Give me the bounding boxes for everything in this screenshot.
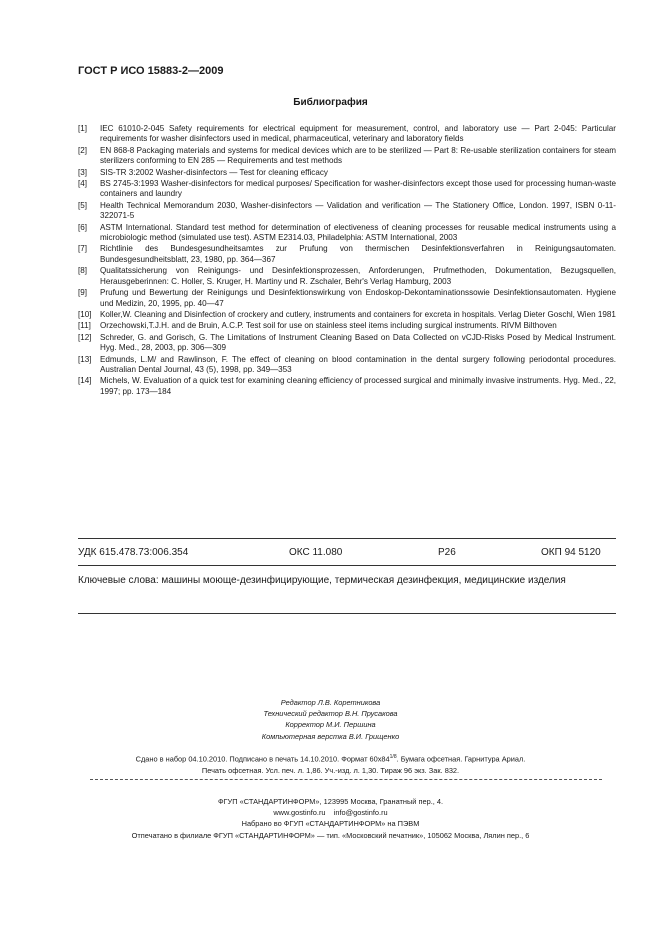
reference-list — [78, 124, 616, 398]
corrector-line: Корректор М.И. Першина — [285, 720, 376, 730]
okp-code: ОКП 94 5120 — [541, 547, 601, 558]
bibliography-title: Библиография — [293, 97, 368, 108]
editor-line: Редактор Л.В. Коретникова — [280, 698, 381, 707]
credits-block — [0, 697, 661, 742]
reference-text: EN 868-8 Packaging materials and systems for medical devices which are to be sterilized — Part 8: Re-usable sterilization containers for steam sterilizers conforming to EN 285 — Requirements and test methods — [100, 145, 616, 166]
reference-number: [6] — [78, 222, 87, 232]
layout-line: Компьютерная верстка В.И. Грищенко — [261, 731, 400, 741]
reference-number: [10] — [78, 309, 92, 319]
reference-item — [78, 310, 616, 320]
reference-text: Qualitatssicherung von Reinigungs- und Desinfektionsprozessen, Anforderungen, Prufmethoden, Dokumentation, Bezugsquellen, Herausgeberinnen: C. Holler, S. Kruger, H. Martiny und R. Zschaler, Behr's Verlag Hamburg, 2003 — [100, 266, 616, 286]
reference-item — [78, 201, 616, 222]
reference-item — [78, 179, 616, 200]
reference-item — [78, 168, 616, 178]
reference-item — [78, 266, 616, 287]
reference-text: Michels, W. Evaluation of a quick test for examining cleaning efficiency of processed surgical and minimally invasive instruments. Hyg. Med., 22, 1997; pp. 173—184 — [100, 376, 616, 396]
publisher-line4: Отпечатано в филиале ФГУП «СТАНДАРТИНФОРМ» — тип. «Московский печатник», 105062 Москва, Лялин пер., 6 — [131, 830, 530, 840]
print-info-line1 — [0, 752, 661, 765]
reference-text: BS 2745-3:1993 Washer-disinfectors for medical purposes/ Specification for washer-disinfectors except those used for processing human-waste containers and laundry — [100, 179, 616, 199]
reference-item — [78, 146, 616, 167]
reference-item — [78, 223, 616, 244]
format-fraction: 1/8 — [389, 754, 397, 760]
reference-text: Koller,W. Cleaning and Disinfection of crockery and cutlery, instruments and containers for excreta in hospitals. Verlag Dieter Goschl, Wien 1981 — [100, 309, 616, 319]
publisher-line3: Набрано во ФГУП «СТАНДАРТИНФОРМ» на ПЭВМ — [241, 819, 420, 829]
reference-number: [7] — [78, 244, 87, 254]
print-info — [0, 752, 661, 776]
reference-text: Prufung und Bewertung der Reinigungs und Desinfektionswirkung von Endoskop-Dekontaminationssowie Desinfektionsautomaten. Hygiene und Medizin, 20, 1995, pp. 40—47 — [100, 288, 616, 308]
publisher-line1: ФГУП «СТАНДАРТИНФОРМ», 123995 Москва, Гранатный пер., 4. — [217, 797, 444, 806]
reference-text: Richtlinie des Bundesgesundheitsamtes zur Prufung von thermischen Desinfektionsverfahren in Reinigungsautomaten. Bundesgesundheitsblatt, 23, 1980, pp. 364—367 — [100, 244, 616, 264]
reference-item — [78, 288, 616, 309]
reference-item — [78, 355, 616, 376]
reference-item — [78, 321, 616, 331]
reference-text: Schreder, G. and Gorisch, G. The Limitations of Instrument Cleaning Based on Data Collected on vCJD-Risks Posed by Medical Instrument. Hyg. Med., 28, 2003, pp. 306—309 — [100, 332, 616, 353]
reference-number: [12] — [78, 332, 92, 342]
publisher-block — [0, 796, 661, 841]
reference-item — [78, 376, 616, 397]
print-info-line1-rest: . Бумага офсетная. Гарнитура Ариал. — [396, 754, 526, 764]
reference-number: [9] — [78, 288, 87, 298]
reference-text: IEC 61010-2-045 Safety requirements for electrical equipment for measurement, control, and laboratory use — Part 2-045: Particular requirements for washer disinfectors used in medical, pharmaceutical, veterinary and laboratory fields — [100, 124, 616, 144]
divider-bottom — [78, 613, 616, 614]
reference-number: [11] — [78, 321, 91, 331]
reference-number: [1] — [78, 124, 87, 133]
reference-number: [14] — [78, 376, 92, 386]
group-code: Р26 — [438, 547, 456, 558]
divider-middle — [78, 565, 616, 566]
tech-editor-line: Технический редактор В.Н. Прусакова — [263, 709, 398, 719]
keywords: Ключевые слова: машины моюще-дезинфицирующие, термическая дезинфекция, медицинские изделия — [78, 575, 566, 586]
reference-item — [78, 244, 616, 265]
reference-text: SIS-TR 3:2002 Washer-disinfectors — Test for cleaning efficacy — [100, 167, 328, 177]
reference-number: [4] — [78, 179, 87, 189]
reference-text: Orzechowski,T.J.H. and de Bruin, A.C.P. Test soil for use on stainless steel items including surgical instruments. RIVM Bilthoven — [100, 321, 557, 331]
reference-number: [8] — [78, 266, 87, 276]
oks-code: ОКС 11.080 — [289, 547, 343, 558]
udk-code: УДК 615.478.73:006.354 — [78, 547, 189, 558]
dashed-divider — [90, 779, 602, 780]
reference-text: Health Technical Memorandum 2030, Washer-disinfectors — Validation and verification — The Stationery Office, London. 1997, ISBN 0-11-322071-5 — [100, 200, 616, 221]
reference-item — [78, 333, 616, 354]
reference-number: [2] — [78, 145, 87, 155]
print-info-line2: Печать офсетная. Усл. печ. л. 1,86. Уч.-изд. л. 1,30. Тираж 96 экз. Зак. 832. — [201, 765, 460, 775]
reference-number: [3] — [78, 167, 87, 177]
print-info-line1-text: Сдано в набор 04.10.2010. Подписано в печать 14.10.2010. Формат 60х84 — [135, 754, 390, 764]
divider-top — [78, 538, 616, 539]
reference-number: [13] — [78, 354, 92, 364]
reference-text: Edmunds, L.M/ and Rawlinson, F. The effect of cleaning on blood contamination in the dental surgery following periodontal procedures. Australian Dental Journal, 43 (5), 1998, pp. 349—353 — [100, 354, 616, 374]
reference-item — [78, 124, 616, 145]
reference-number: [5] — [78, 200, 87, 210]
reference-text: ASTM International. Standard test method for determination of electiveness of cleaning processes for reusable medical instruments using a microbiologic method (simulated use test). ASTM E2314.03, Philadelphia: ASTM International, 2003 — [100, 222, 616, 243]
standard-header: ГОСТ Р ИСО 15883-2—2009 — [78, 65, 224, 77]
publisher-line2: www.gostinfo.ru info@gostinfo.ru — [273, 808, 388, 818]
